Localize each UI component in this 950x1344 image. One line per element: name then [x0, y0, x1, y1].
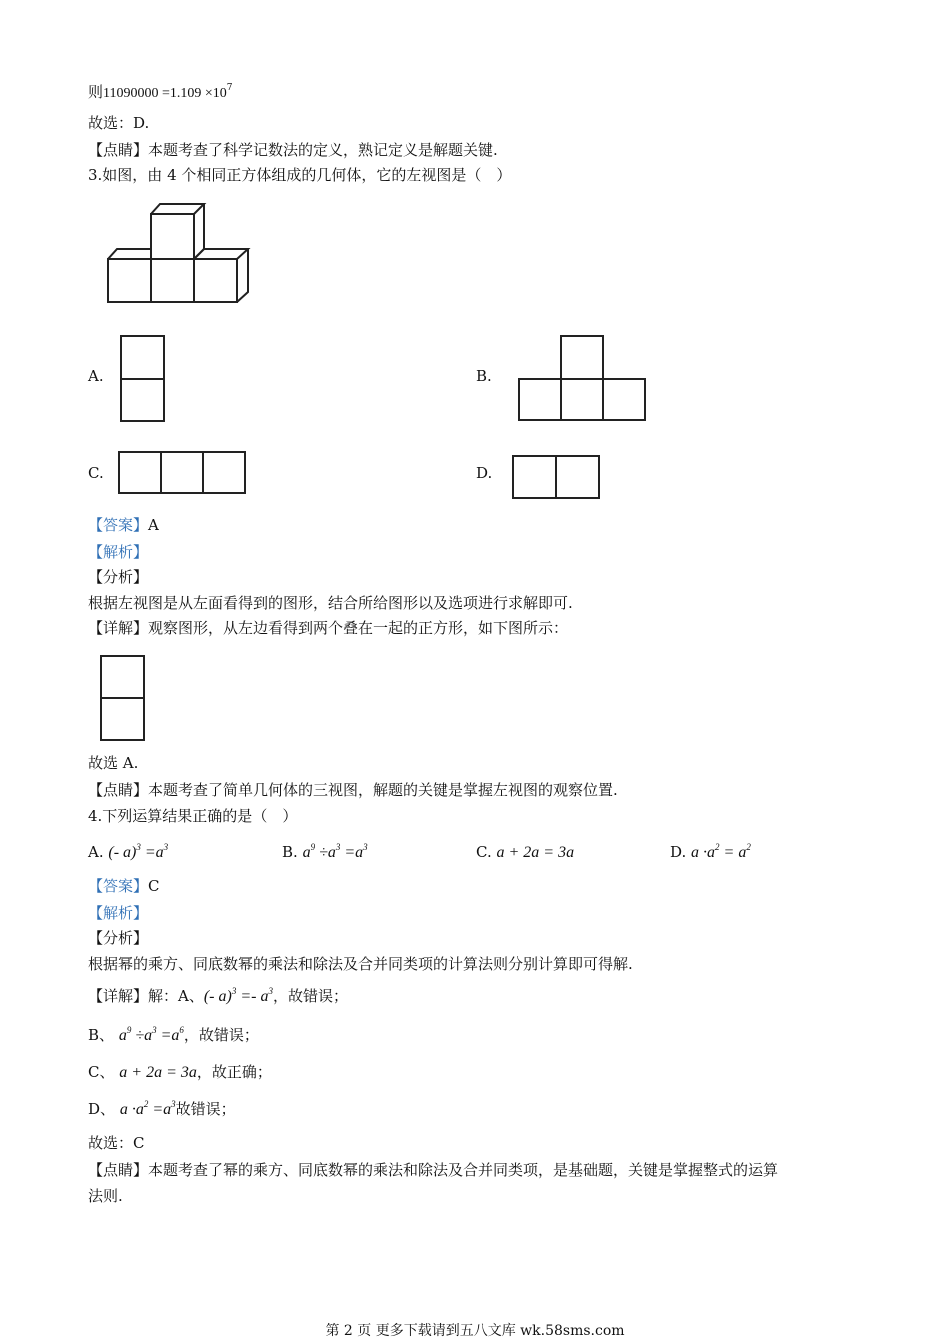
q4-option-c-expr: a + 2a = 3a	[496, 844, 575, 861]
q3-right-top-edge	[194, 249, 248, 259]
q4-detail-d-exp2: 3	[171, 1099, 176, 1109]
q3-dianjing: 【点睛】本题考查了简单几何体的三视图，解题的关键是掌握左视图的观察位置.	[88, 781, 618, 799]
q4-detail-a-exp2: 3	[268, 986, 273, 996]
q4-answer-value: C	[148, 877, 160, 895]
q3-option-c-label: C.	[88, 464, 104, 482]
q3-option-a-label: A.	[88, 367, 104, 385]
q3-option-a-figure	[118, 334, 168, 424]
q4-option-a-rhs-exp: 3	[163, 842, 169, 852]
q4-detail-a	[88, 986, 348, 1007]
q3-top-cube-front	[151, 214, 194, 259]
q4-dianjing-line1: 【点睛】本题考查了幂的乘方、同底数幂的乘法和除法及合并同类项，是基础题，关键是掌握整式的运算	[88, 1161, 779, 1179]
q3-top-cube-top	[151, 204, 204, 214]
page-footer: 第 2 页 更多下载请到五八文库 wk.58sms.com	[325, 1323, 625, 1339]
q4-option-b-base: a	[302, 844, 311, 861]
q3-detail-figure	[98, 653, 150, 743]
q4-detail-prefix: 【详解】解：A、	[88, 987, 204, 1005]
q4-detail-a-suffix: ，故错误；	[272, 987, 348, 1005]
q3-option-d-figure	[510, 453, 602, 501]
q3-answer-tag: 【答案】	[88, 516, 149, 534]
q3-answer-value: A	[148, 516, 159, 534]
dianjing-q2: 【点睛】本题考查了科学记数法的定义，熟记定义是解题关键.	[88, 141, 498, 159]
q4-jiexi: 【解析】	[88, 904, 149, 922]
q4-option-d-base: a ·a	[691, 844, 716, 861]
q4-fenxi-text: 根据幂的乘方、同底数幂的乘法和除法及合并同类项的计算法则分别计算即可得解.	[88, 955, 633, 973]
q4-option-d-exp2: 2	[746, 842, 751, 852]
q3-solid-figure	[100, 198, 260, 308]
q4-detail-b-exp2: 3	[152, 1025, 157, 1035]
q4-detail-d-rhs: =a	[148, 1101, 172, 1118]
q3-bottom-cube-mid	[151, 259, 194, 302]
q4-option-b-exp3: 3	[363, 842, 368, 852]
q4-option-c	[476, 842, 574, 863]
q3-bottom-cube-left	[108, 259, 151, 302]
q4-detail-a-exp1: 3	[231, 986, 237, 996]
q4-dianjing-line2: 法则.	[88, 1187, 123, 1205]
q4-option-a	[88, 842, 168, 863]
sci-expression: 11090000 =1.109 ×10	[103, 86, 227, 101]
question-3-title: 3.如图，由 4 个相同正方体组成的几何体，它的左视图是（ ）	[88, 166, 512, 184]
q3-option-b-label: B.	[476, 367, 492, 385]
q4-detail-b-exp1: 9	[126, 1025, 132, 1035]
q4-option-d-rhs: = a	[719, 844, 747, 861]
q3-choose: 故选 A.	[88, 754, 139, 772]
q3-option-b-figure	[516, 334, 648, 424]
q4-detail-b-exp3: 6	[179, 1025, 184, 1035]
q3-option-d-label: D.	[476, 464, 493, 482]
q4-option-a-expr: (- a)	[108, 844, 137, 861]
q3-option-c-figure	[116, 449, 250, 497]
q4-fenxi: 【分析】	[88, 929, 149, 947]
q4-detail-a-rhs: =- a	[236, 988, 269, 1005]
q3-left-top-edge	[108, 249, 151, 259]
q4-detail-d-prefix: D、	[88, 1100, 116, 1118]
q4-answer-tag: 【答案】	[88, 877, 149, 895]
sci-prefix: 则	[88, 83, 104, 101]
q4-detail-c-suffix: ，故正确；	[196, 1063, 272, 1081]
sci-notation-line	[88, 82, 233, 104]
q4-option-b-exp2: 3	[335, 842, 341, 852]
q4-detail-b-prefix: B、	[88, 1026, 115, 1044]
q4-detail-d-suffix: 故错误；	[175, 1100, 236, 1118]
q4-option-b	[282, 842, 368, 863]
q3-bottom-cube-right	[194, 259, 237, 302]
q4-detail-b	[88, 1025, 259, 1046]
q4-option-d-label: D.	[670, 843, 687, 861]
q4-detail-b-suffix: ，故错误；	[183, 1026, 259, 1044]
q4-option-b-rhs: =a	[340, 844, 364, 861]
q4-option-a-rhs: =a	[140, 844, 164, 861]
q4-detail-b-mid: ÷a	[131, 1027, 153, 1044]
q4-option-b-label: B.	[282, 843, 298, 861]
q4-option-c-label: C.	[476, 843, 492, 861]
q3-jiexi: 【解析】	[88, 543, 149, 561]
q4-option-b-exp1: 9	[310, 842, 316, 852]
q4-detail-a-base: (- a)	[203, 988, 232, 1005]
sci-exponent: 7	[226, 83, 233, 93]
q4-option-d	[670, 842, 751, 863]
q4-detail-d	[88, 1099, 236, 1120]
q4-option-a-exp: 3	[136, 842, 141, 852]
q3-detail: 【详解】观察图形，从左边看得到两个叠在一起的正方形，如下图所示：	[88, 619, 569, 637]
q4-detail-c-expr: a + 2a = 3a	[119, 1064, 197, 1081]
choose-d: 故选：D.	[88, 114, 150, 132]
q4-answer	[88, 876, 160, 896]
q4-choose: 故选：C	[88, 1134, 145, 1152]
q4-option-a-label: A.	[88, 843, 104, 861]
q3-answer	[88, 515, 159, 535]
q4-detail-c-prefix: C、	[88, 1063, 115, 1081]
q4-detail-d-exp1: 2	[143, 1099, 149, 1109]
q3-fenxi: 【分析】	[88, 568, 149, 586]
q4-option-b-mid: ÷a	[315, 844, 336, 861]
q4-detail-d-base: a ·a	[119, 1101, 144, 1118]
q4-detail-c	[88, 1062, 272, 1083]
q4-detail-b-base: a	[118, 1027, 127, 1044]
q3-fenxi-text: 根据左视图是从左面看得到的图形，结合所给图形以及选项进行求解即可.	[88, 594, 573, 612]
q4-detail-b-rhs: =a	[156, 1027, 180, 1044]
question-4-title: 4.下列运算结果正确的是（ ）	[88, 807, 298, 825]
q4-option-d-exp1: 2	[715, 842, 720, 852]
